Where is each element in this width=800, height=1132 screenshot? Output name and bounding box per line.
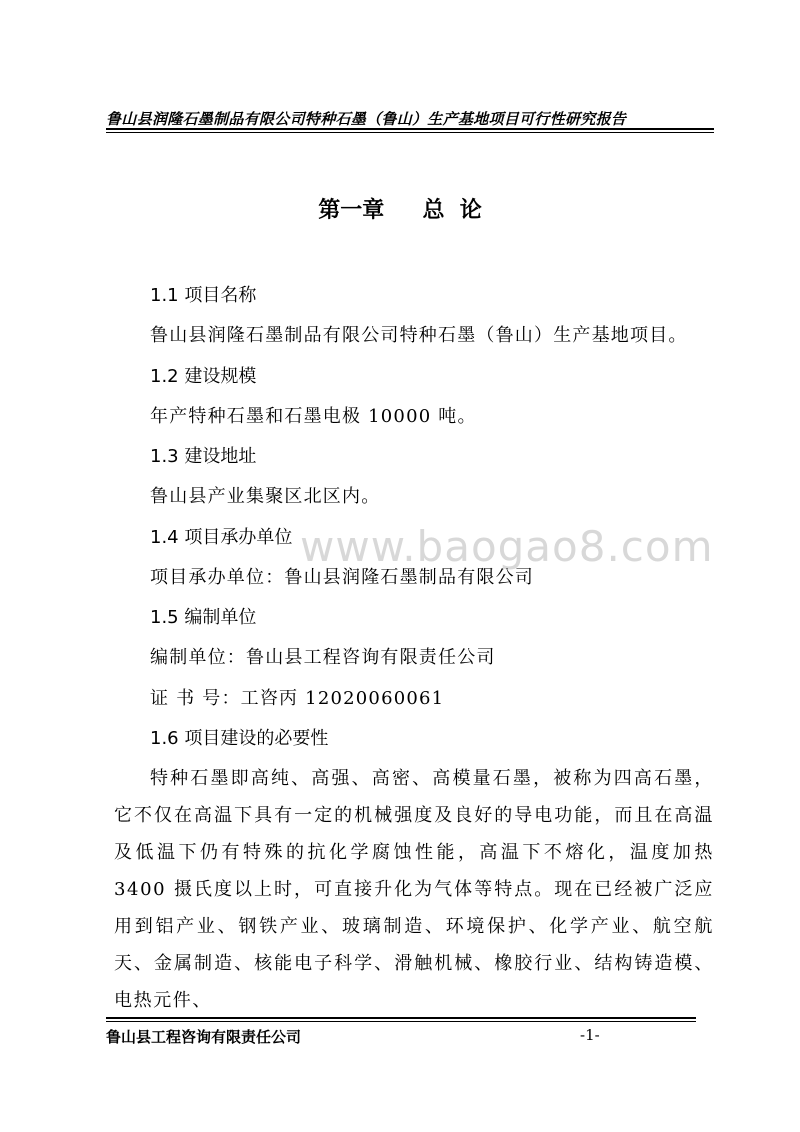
section-text-1-5-cert: 证 书 号：工咨丙 12020060061 [150,688,445,709]
header-rule-thick [106,128,714,130]
section-text-1-2: 年产特种石墨和石墨电极 10000 吨。 [150,406,477,427]
section-heading-1-4: 1.4 项目承办单位 [150,527,293,548]
report-header-title: 鲁山县润隆石墨制品有限公司特种石墨（鲁山）生产基地项目可行性研究报告 [106,110,627,128]
header-rule-thin [106,132,714,133]
chapter-title: 第一章 总 论 [318,198,482,223]
section-heading-1-5: 1.5 编制单位 [150,607,257,628]
section-text-1-4: 项目承办单位：鲁山县润隆石墨制品有限公司 [150,567,534,588]
section-text-1-5-unit: 编制单位：鲁山县工程咨询有限责任公司 [150,647,496,668]
footer-rule-thick [106,1017,696,1019]
section-heading-1-6: 1.6 项目建设的必要性 [150,728,329,749]
necessity-paragraph: 特种石墨即高纯、高强、高密、高模量石墨，被称为四高石墨，它不仅在高温下具有一定的机械强度及良好的导电功能，而且在高温及低温下仍有特殊的抗化学腐蚀性能，高温下不熔化，温度加热 3400 摄氏度以上时，可直接升化为气体等特点。现在已经被广泛应用到铝产业、钢铁产业、玻璃制造、环境保护、化学产业、航空航天、金属制造、核能电子科学、滑触机械、橡胶行业、结构铸造模、电热元件、 [114,768,714,1011]
page-number: -1- [580,1026,600,1044]
section-heading-1-1: 1.1 项目名称 [150,285,257,306]
watermark: www.baogao8.com [300,522,714,571]
footer-rule-thin [106,1021,696,1022]
section-text-1-1: 鲁山县润隆石墨制品有限公司特种石墨（鲁山）生产基地项目。 [150,325,688,346]
footer-company-name: 鲁山县工程咨询有限责任公司 [106,1028,302,1046]
section-text-1-3: 鲁山县产业集聚区北区内。 [150,486,381,507]
section-heading-1-3: 1.3 建设地址 [150,446,257,467]
section-heading-1-2: 1.2 建设规模 [150,366,257,387]
